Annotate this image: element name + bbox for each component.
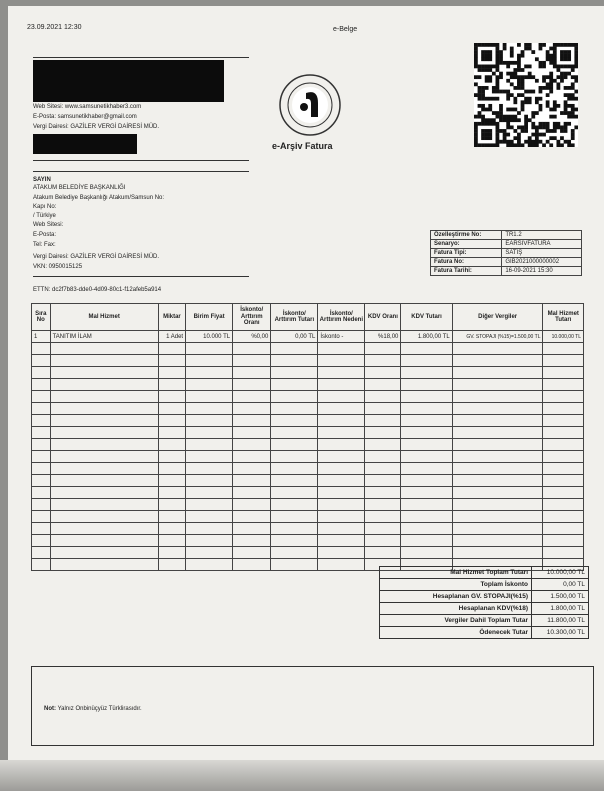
buyer-country: / Türkiye — [33, 213, 56, 219]
totals-row: Hesaplanan KDV(%18) 1.800,00 TL — [380, 603, 589, 615]
gib-seal-logo — [278, 73, 342, 137]
redacted-seller-id — [33, 134, 137, 154]
table-row: 1 TANITIM İLAM 1 Adet 10.000 TL %0,00 0,00 TL İskonto - %18,00 1.800,00 TL GV. STOPAJI (%15)=1.500,00 TL 10.000,00 TL — [32, 331, 584, 343]
totals-table — [379, 566, 589, 639]
empty-table-row — [32, 451, 584, 463]
empty-table-row — [32, 547, 584, 559]
buyer-door: Kapı No: — [33, 204, 57, 210]
note — [44, 706, 142, 713]
buyer-name: ATAKUM BELEDİYE BAŞKANLIĞI — [33, 185, 126, 191]
empty-table-row — [32, 415, 584, 427]
buyer-sayin: SAYIN — [33, 177, 51, 183]
empty-table-row — [32, 427, 584, 439]
print-datetime: 23.09.2021 12:30 — [27, 24, 82, 31]
buyer-vkn: VKN: 0950015125 — [33, 264, 83, 270]
seller-website: Web Sitesi: www.samsunetikhaber3.com — [33, 104, 142, 110]
info-row: Senaryo: EARSIVFATURA — [431, 240, 582, 249]
empty-table-row — [32, 511, 584, 523]
note-box — [31, 666, 594, 746]
buyer-address: Atakum Belediye Başkanlığı Atakum/Samsun No: — [33, 195, 165, 201]
redacted-seller-name — [33, 60, 224, 102]
qr-code — [474, 43, 578, 147]
empty-table-row — [32, 379, 584, 391]
empty-table-row — [32, 439, 584, 451]
empty-table-row — [32, 523, 584, 535]
buyer-email: E-Posta: — [33, 232, 57, 238]
buyer-website: Web Sitesi: — [33, 222, 64, 228]
invoice-info-table — [430, 230, 582, 276]
empty-table-row — [32, 463, 584, 475]
totals-row: Ödenecek Tutar 10.300,00 TL — [380, 627, 589, 639]
info-row: Fatura No: GIB2021000000002 — [431, 258, 582, 267]
note-label: Not: — [44, 706, 56, 712]
empty-table-row — [32, 403, 584, 415]
buyer-tax-office: Vergi Dairesi: GAZİLER VERGİ DAİRESİ MÜD. — [33, 254, 160, 260]
totals-row: Mal Hizmet Toplam Tutarı 10.000,00 TL — [380, 567, 589, 579]
items-table — [31, 303, 584, 571]
page-shadow — [0, 760, 604, 791]
info-row: Fatura Tipi: SATIŞ — [431, 249, 582, 258]
totals-row: Toplam İskonto 0,00 TL — [380, 579, 589, 591]
items-header: Sıra No Mal Hizmet Miktar Birim Fiyat İskonto/ Arttırım Oranı İskonto/ Arttırım Tutarı İskonto/ Arttırım Nedeni KDV Oranı KDV Tutarı Diğer Vergiler Mal Hizmet Tutarı — [32, 304, 584, 331]
empty-table-row — [32, 499, 584, 511]
empty-table-row — [32, 367, 584, 379]
info-row: Fatura Tarihi: 16-09-2021 15:30 — [431, 267, 582, 276]
empty-table-row — [32, 391, 584, 403]
ettn: ETTN: dc2f7b83-dde0-4d09-80c1-f12afeb5a914 — [33, 287, 162, 293]
seller-tax-office: Vergi Dairesi: GAZİLER VERGİ DAİRESİ MÜD. — [33, 124, 160, 130]
note-text: Yalnız Onbinüçyüz Türklirasıdır. — [57, 706, 142, 712]
document-title: e-Arşiv Fatura — [272, 141, 333, 151]
totals-row: Hesaplanan GV. STOPAJI(%15) 1.500,00 TL — [380, 591, 589, 603]
info-row: Özelleştirme No: TR1.2 — [431, 231, 582, 240]
totals-row: Vergiler Dahil Toplam Tutar 11.800,00 TL — [380, 615, 589, 627]
empty-table-row — [32, 343, 584, 355]
buyer-phone: Tel: Fax: — [33, 242, 56, 248]
empty-table-row — [32, 535, 584, 547]
empty-table-row — [32, 487, 584, 499]
document-label: e-Belge — [333, 26, 358, 33]
empty-table-row — [32, 355, 584, 367]
empty-table-row — [32, 475, 584, 487]
seller-email: E-Posta: samsunetikhaber@gmail.com — [33, 114, 137, 120]
